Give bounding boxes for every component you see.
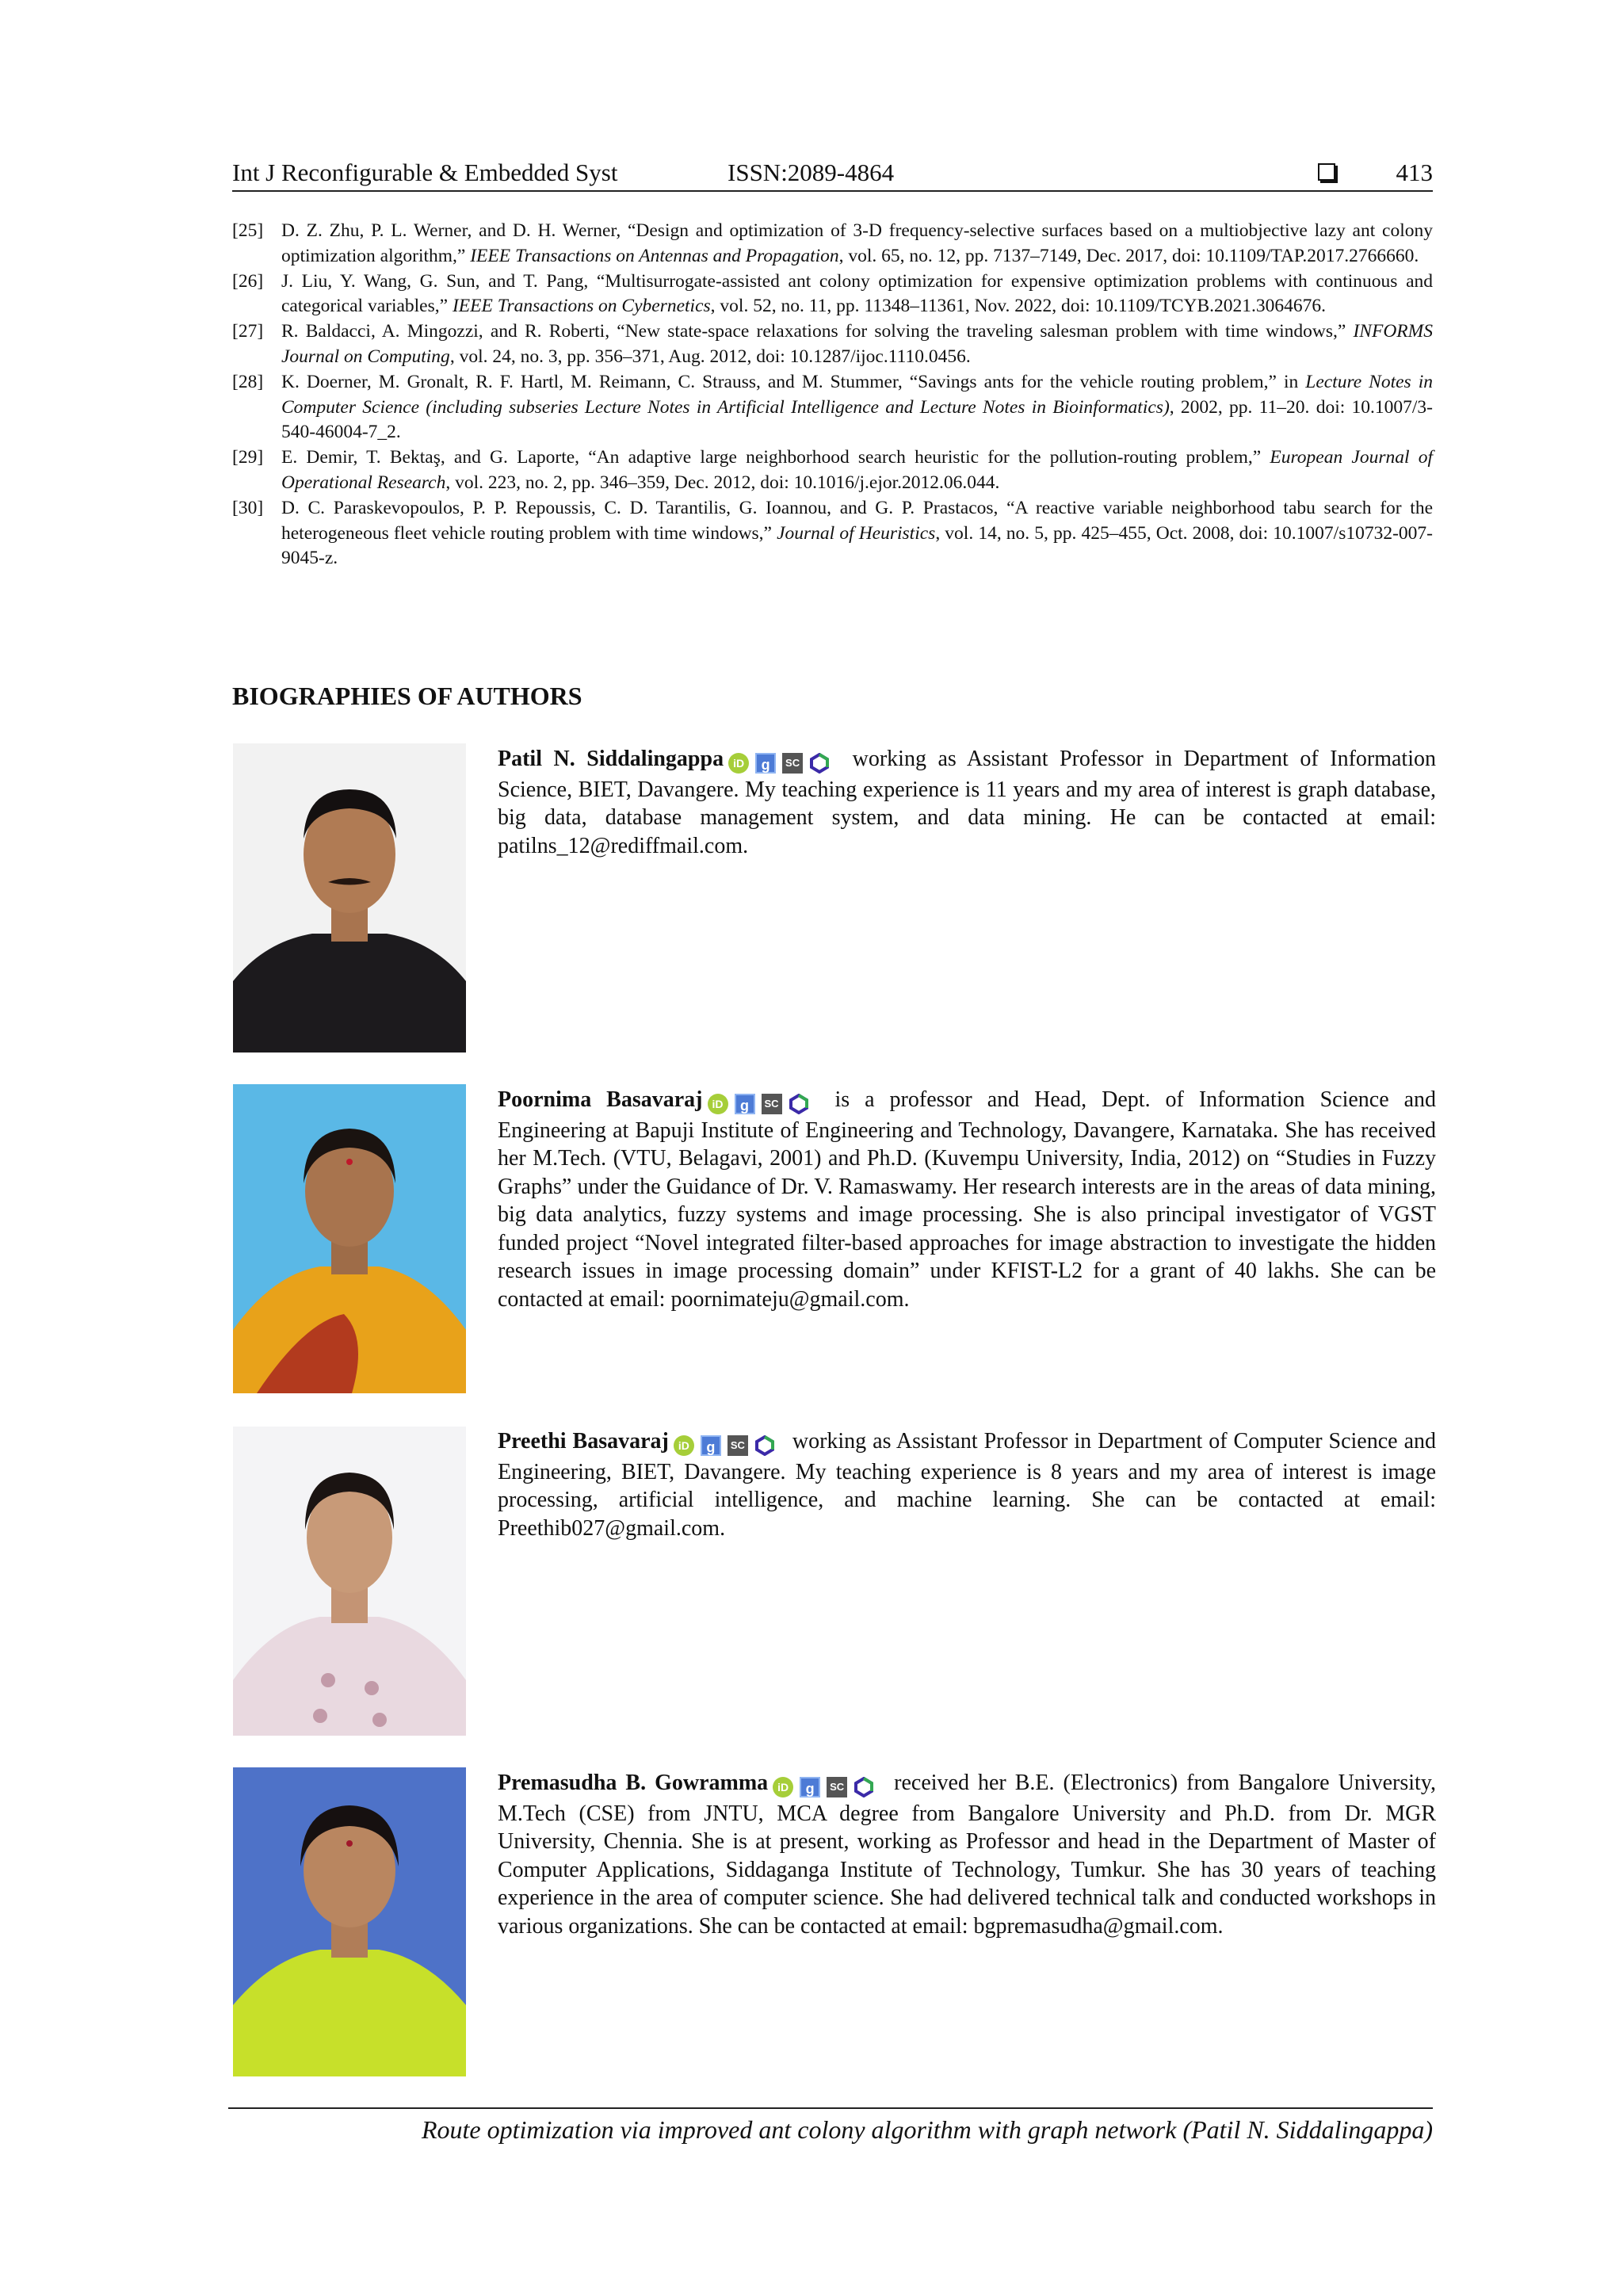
running-footer [228, 2107, 1433, 2147]
publons-icon[interactable] [854, 1777, 874, 1797]
reference-venue: IEEE Transactions on Antennas and Propagation [470, 245, 839, 266]
google-scholar-icon[interactable]: g [800, 1777, 820, 1797]
reference-venue: Lecture Notes in Computer Science (including subseries Lecture Notes in Artificial Intelligence and Lecture Notes in Bioinformatics) [281, 371, 1433, 418]
reference-number: [26] [232, 270, 264, 292]
author-photo [233, 1767, 466, 2076]
reference-venue: IEEE Transactions on Cybernetics [452, 296, 711, 317]
orcid-icon[interactable]: iD [728, 753, 749, 774]
reference-item: [27] R. Baldacci, A. Mingozzi, and R. Roberti, “New state-space relaxations for solving the traveling salesman problem with time windows,” INFORMS Journal on Computing, vol. 24, no. 3, pp. 356–371, Aug. 2012, doi: 10.1287/ijoc.1110.0456. [232, 321, 1433, 367]
scopus-icon[interactable]: SC [827, 1777, 847, 1797]
author-bio [498, 1427, 1436, 1542]
scopus-icon[interactable]: SC [782, 753, 803, 774]
reference-list [232, 219, 1433, 571]
bio-text: received her B.E. (Electronics) from Bangalore University, M.Tech (CSE) from JNTU, MCA degree from Bangalore University and Ph.D. from Dr. MGR University, Chennia. She is at present, working as Professor and head in the Department of Master of Computer Applications, Siddaganga Institute of Technology, Tumkur. She has 30 years of teaching experience in the area of computer science. She had delivered technical talk and conducted workshops in various organizations. She can be contacted at email: bgpremasudha@gmail.com. [498, 1771, 1437, 1939]
reference-venue: European Journal of Operational Research [281, 447, 1433, 493]
reference-number: [27] [232, 321, 264, 342]
reference-number: [28] [232, 371, 264, 392]
reference-item: [25] D. Z. Zhu, P. L. Werner, and D. H. Werner, “Design and optimization of 3-D frequency-selective surfaces based on a multiobjective lazy ant colony optimization algorithm,” IEEE Transactions on Antennas and Propagation, vol. 65, no. 12, pp. 7137–7149, Dec. 2017, doi: 10.1109/TAP.2017.2766660. [232, 220, 1433, 266]
author-photo [233, 743, 466, 1052]
author-photo [233, 1427, 466, 1736]
reference-number: [25] [232, 220, 264, 241]
section-title: BIOGRAPHIES OF AUTHORS [232, 682, 582, 710]
author-name: Patil N. Siddalingappa [498, 747, 724, 771]
author-name: Preethi Basavaraj [498, 1429, 669, 1454]
google-scholar-icon[interactable]: g [755, 753, 776, 774]
google-scholar-icon[interactable]: g [701, 1435, 721, 1456]
orcid-icon[interactable]: iD [708, 1094, 728, 1114]
reference-number: [29] [232, 447, 264, 468]
checkbox-square-icon [1318, 163, 1335, 181]
publons-icon[interactable] [754, 1435, 775, 1456]
reference-item: [29] E. Demir, T. Bektaş, and G. Laporte, “An adaptive large neighborhood search heuristic for the pollution-routing problem,” European Journal of Operational Research, vol. 223, no. 2, pp. 346–359, Dec. 2012, doi: 10.1016/j.ejor.2012.06.044. [232, 447, 1433, 493]
journal-name: Int J Reconfigurable & Embedded Syst [232, 159, 618, 186]
footer-title: Route optimization via improved ant colony algorithm with graph network (Patil N. Siddalingappa) [421, 2115, 1433, 2144]
google-scholar-icon[interactable]: g [735, 1094, 755, 1114]
reference-venue: INFORMS Journal on Computing [281, 321, 1433, 367]
reference-item: [26] J. Liu, Y. Wang, G. Sun, and T. Pang, “Multisurrogate-assisted ant colony optimization for expensive optimization problems with continuous and categorical variables,” IEEE Transactions on Cybernetics, vol. 52, no. 11, pp. 11348–11361, Nov. 2022, doi: 10.1109/TCYB.2021.3064676. [232, 270, 1433, 317]
publons-icon[interactable] [789, 1094, 809, 1114]
reference-venue: Journal of Heuristics [777, 522, 936, 544]
reference-item: [28] K. Doerner, M. Gronalt, R. F. Hartl, M. Reimann, C. Strauss, and M. Stummer, “Savings ants for the vehicle routing problem,” in Lecture Notes in Computer Science (including subseries Lecture Notes in Artificial Intelligence and Lecture Notes in Bioinformatics), 2002, pp. 11–20. doi: 10.1007/3-540-46004-7_2. [232, 371, 1433, 443]
reference-item: [30] D. C. Paraskevopoulos, P. P. Repoussis, C. D. Tarantilis, G. Ioannou, and G. P. Prastacos, “A reactive variable neighborhood tabu search for the heterogeneous fleet vehicle routing problem with time windows,” Journal of Heuristics, vol. 14, no. 5, pp. 425–455, Oct. 2008, doi: 10.1007/s10732-007-9045-z. [232, 497, 1434, 569]
running-header [232, 155, 1433, 192]
reference-number: [30] [232, 497, 264, 518]
bio-text: working as Assistant Professor in Department of Information Science, BIET, Davangere. My teaching experience is 11 years and my area of interest is graph database, big data, database management system, and data mining. He can be contacted at email: patilns_12@rediffmail.com. [498, 747, 1436, 858]
scopus-icon[interactable]: SC [727, 1435, 748, 1456]
author-bio [498, 1769, 1436, 1940]
author-name: Premasudha B. Gowramma [498, 1771, 769, 1795]
author-photo [233, 1084, 466, 1393]
orcid-icon[interactable]: iD [674, 1435, 694, 1456]
issn: ISSN:2089-4864 [727, 159, 895, 186]
author-bio [498, 1086, 1436, 1313]
author-bio [498, 745, 1436, 860]
scopus-icon[interactable]: SC [762, 1094, 782, 1114]
bio-text: is a professor and Head, Dept. of Information Science and Engineering at Bapuji Institute of Engineering and Technology, Davangere, Karnataka. She has received her M.Tech. (VTU, Belagavi, 2001) and Ph.D. (Kuvempu University, India, 2012) on “Studies in Fuzzy Graphs” under the Guidance of Dr. V. Ramaswamy. Her research interests are in the areas of data mining, big data analytics, fuzzy systems and image processing. She is also principal investigator of VGST funded project “Novel integrated filter-based approaches for image abstraction to investigate the hidden research issues in image processing domain” under KFIST-L2 for a grant of 40 lakhs. She can be contacted at email: poornimateju@gmail.com. [498, 1087, 1437, 1312]
publons-icon[interactable] [809, 753, 830, 774]
author-name: Poornima Basavaraj [498, 1087, 703, 1112]
bio-text: working as Assistant Professor in Department of Computer Science and Engineering, BIET, Davangere. My teaching experience is 8 years and my area of interest is image processing, artificial intelligence, and machine learning. She can be contacted at email: Preethib027@gmail.com. [498, 1429, 1436, 1541]
orcid-icon[interactable]: iD [773, 1777, 793, 1797]
page-number: 413 [1396, 159, 1433, 186]
